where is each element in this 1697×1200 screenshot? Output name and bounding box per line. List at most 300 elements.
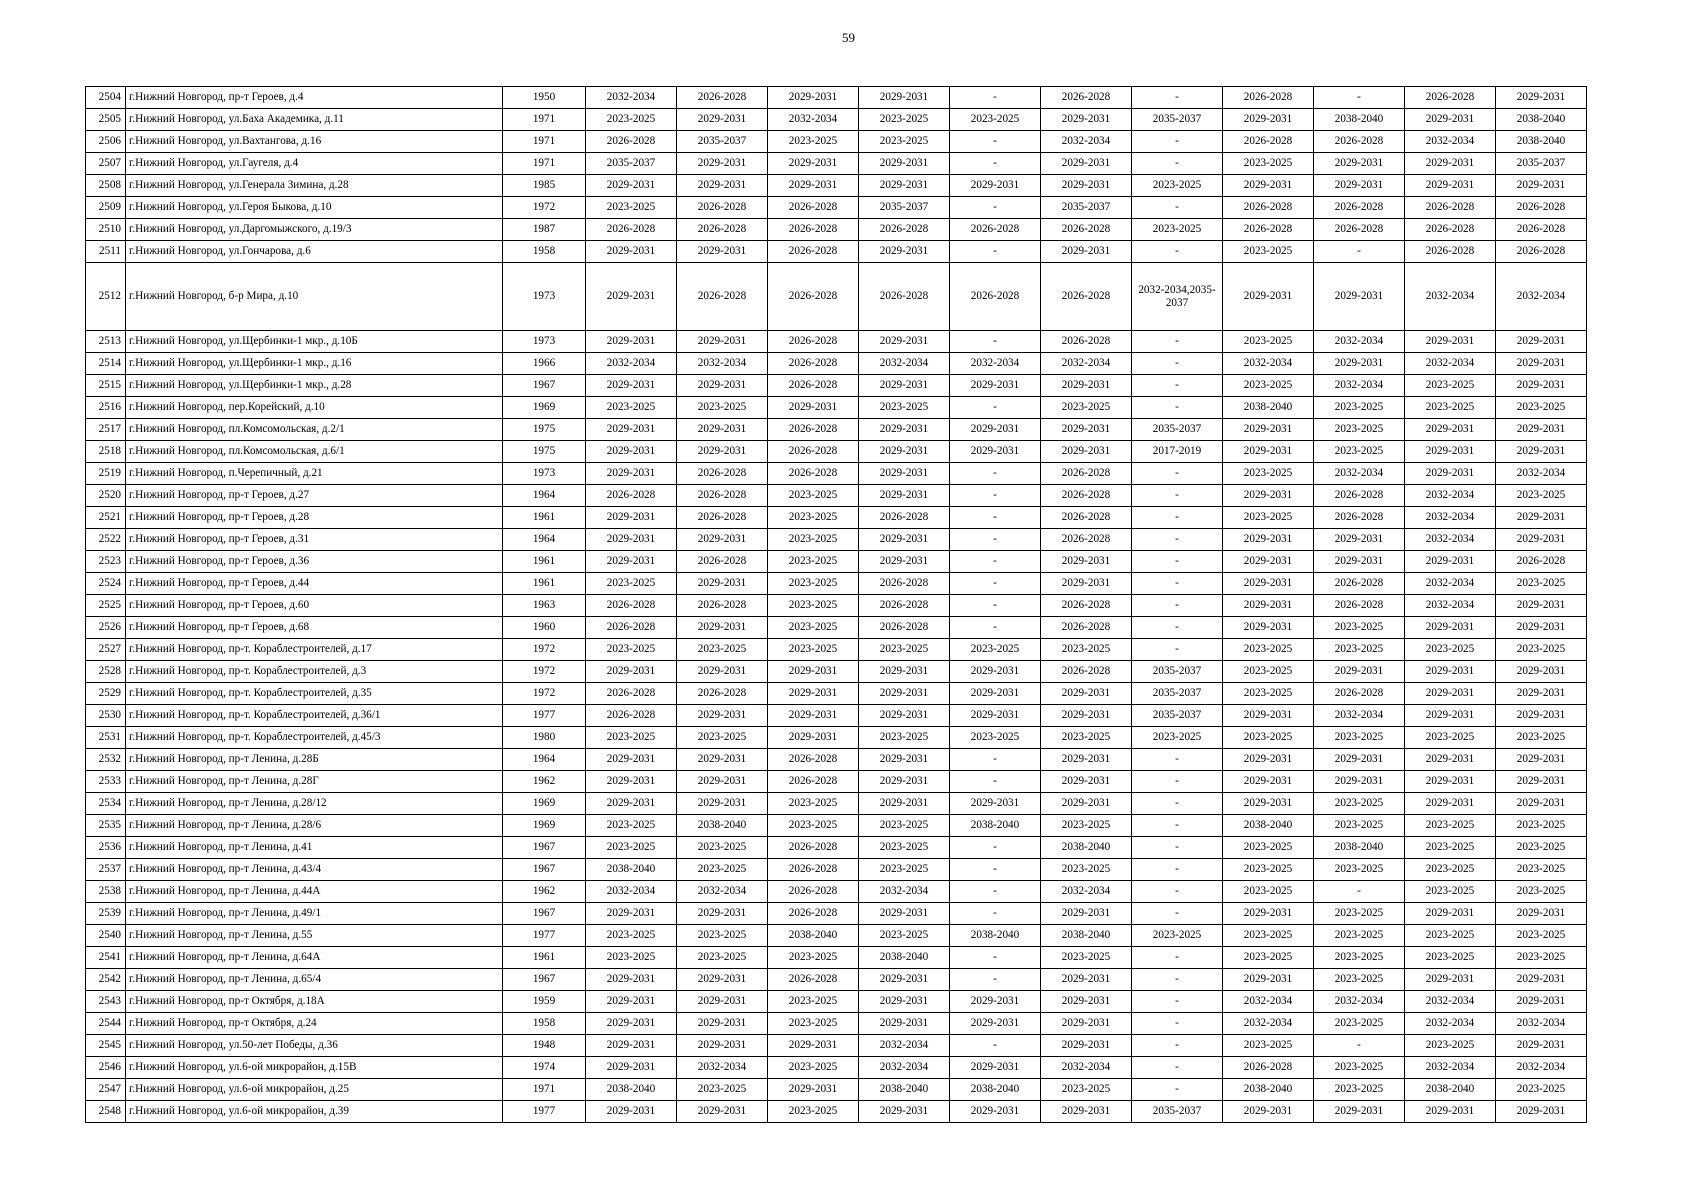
repair-period-cell: 2026-2028	[768, 771, 859, 793]
address-cell: г.Нижний Новгород, ул.Вахтангова, д.16	[126, 131, 503, 153]
repair-period-cell: 2026-2028	[1405, 219, 1496, 241]
table-row	[86, 463, 1587, 485]
repair-period-cell: 2029-2031	[1496, 529, 1587, 551]
repair-period-cell: 2029-2031	[768, 661, 859, 683]
build-year-cell: 1975	[503, 419, 586, 441]
repair-period-cell: 2023-2025	[677, 925, 768, 947]
repair-period-cell: 2023-2025	[1041, 859, 1132, 881]
repair-period-cell: 2029-2031	[1223, 529, 1314, 551]
repair-period-cell: 2023-2025	[677, 397, 768, 419]
repair-period-cell: 2026-2028	[586, 705, 677, 727]
row-number-cell: 2535	[86, 815, 126, 837]
repair-period-cell: 2026-2028	[768, 969, 859, 991]
address-cell: г.Нижний Новгород, пр-т Ленина, д.28/6	[126, 815, 503, 837]
row-number-cell: 2506	[86, 131, 126, 153]
repair-period-cell: 2026-2028	[768, 263, 859, 331]
repair-period-cell: 2023-2025	[768, 551, 859, 573]
repair-period-cell: 2029-2031	[677, 969, 768, 991]
repair-period-cell: -	[950, 131, 1041, 153]
repair-period-cell: 2029-2031	[1405, 683, 1496, 705]
repair-period-cell: -	[1132, 947, 1223, 969]
repair-period-cell: 2023-2025	[1314, 1057, 1405, 1079]
repair-period-cell: 2032-2034	[1496, 1057, 1587, 1079]
repair-period-cell: 2023-2025	[1405, 925, 1496, 947]
repair-period-cell: 2038-2040	[1405, 1079, 1496, 1101]
repair-period-cell: 2029-2031	[1223, 175, 1314, 197]
repair-period-cell: 2026-2028	[586, 131, 677, 153]
repair-period-cell: 2026-2028	[1041, 529, 1132, 551]
table-row	[86, 551, 1587, 573]
repair-period-cell: 2029-2031	[677, 109, 768, 131]
repair-period-cell: 2023-2025	[586, 925, 677, 947]
repair-period-cell: 2026-2028	[677, 595, 768, 617]
build-year-cell: 1961	[503, 573, 586, 595]
repair-period-cell: 2032-2034	[1405, 507, 1496, 529]
table-row	[86, 1035, 1587, 1057]
repair-period-cell: 2032-2034	[859, 1035, 950, 1057]
repair-period-cell: 2023-2025	[586, 727, 677, 749]
repair-period-cell: 2023-2025	[1314, 419, 1405, 441]
repair-period-cell: 2023-2025	[1223, 727, 1314, 749]
row-number-cell: 2522	[86, 529, 126, 551]
repair-period-cell: 2023-2025	[1223, 661, 1314, 683]
repair-period-cell: 2029-2031	[859, 903, 950, 925]
row-number-cell: 2528	[86, 661, 126, 683]
repair-period-cell: 2026-2028	[1314, 595, 1405, 617]
address-cell: г.Нижний Новгород, ул.Героя Быкова, д.10	[126, 197, 503, 219]
repair-period-cell: 2023-2025	[1314, 947, 1405, 969]
repair-period-cell: 2023-2025	[859, 639, 950, 661]
repair-period-cell: 2032-2034	[586, 353, 677, 375]
repair-period-cell: 2029-2031	[586, 263, 677, 331]
repair-period-cell: 2026-2028	[768, 219, 859, 241]
repair-period-cell: 2029-2031	[1041, 573, 1132, 595]
repair-period-cell: 2023-2025	[1496, 947, 1587, 969]
repair-period-cell: 2032-2034	[1223, 991, 1314, 1013]
repair-period-cell: -	[950, 153, 1041, 175]
repair-period-cell: 2029-2031	[1405, 617, 1496, 639]
repair-period-cell: -	[1132, 485, 1223, 507]
address-cell: г.Нижний Новгород, ул.Гаугеля, д.4	[126, 153, 503, 175]
row-number-cell: 2531	[86, 727, 126, 749]
row-number-cell: 2532	[86, 749, 126, 771]
repair-period-cell: 2026-2028	[950, 263, 1041, 331]
row-number-cell: 2523	[86, 551, 126, 573]
repair-period-cell: -	[1132, 507, 1223, 529]
repair-period-cell: 2023-2025	[950, 639, 1041, 661]
repair-period-cell: 2032-2034	[1405, 529, 1496, 551]
repair-period-cell: 2032-2034	[1405, 131, 1496, 153]
row-number-cell: 2536	[86, 837, 126, 859]
repair-period-cell: 2029-2031	[1496, 1101, 1587, 1123]
row-number-cell: 2529	[86, 683, 126, 705]
repair-period-cell: 2023-2025	[1496, 837, 1587, 859]
repair-period-cell: 2029-2031	[1496, 969, 1587, 991]
repair-period-cell: 2035-2037	[1132, 705, 1223, 727]
table-row	[86, 617, 1587, 639]
repair-period-cell: 2023-2025	[1314, 859, 1405, 881]
table-row	[86, 947, 1587, 969]
repair-period-cell: -	[1314, 87, 1405, 109]
repair-period-cell: 2023-2025	[1132, 727, 1223, 749]
repair-period-cell: 2038-2040	[950, 815, 1041, 837]
repair-period-cell: 2029-2031	[859, 771, 950, 793]
repair-period-cell: 2029-2031	[677, 991, 768, 1013]
repair-period-cell: 2026-2028	[677, 683, 768, 705]
repair-period-cell: -	[1132, 397, 1223, 419]
repair-period-cell: 2026-2028	[1314, 573, 1405, 595]
repair-period-cell: 2035-2037	[1132, 1101, 1223, 1123]
repair-period-cell: 2029-2031	[1496, 705, 1587, 727]
repair-period-cell: 2035-2037	[1132, 683, 1223, 705]
repair-period-cell: 2023-2025	[586, 109, 677, 131]
table-row	[86, 353, 1587, 375]
table-row	[86, 991, 1587, 1013]
repair-period-cell: 2029-2031	[768, 1035, 859, 1057]
repair-period-cell: 2029-2031	[1223, 419, 1314, 441]
table-row	[86, 397, 1587, 419]
build-year-cell: 1975	[503, 441, 586, 463]
repair-period-cell: 2029-2031	[950, 419, 1041, 441]
repair-period-cell: 2023-2025	[1314, 793, 1405, 815]
repair-period-cell: 2038-2040	[1496, 109, 1587, 131]
repair-period-cell: -	[950, 529, 1041, 551]
repair-period-cell: 2023-2025	[1223, 241, 1314, 263]
repair-period-cell: 2029-2031	[586, 771, 677, 793]
repair-period-cell: 2026-2028	[1041, 485, 1132, 507]
repair-period-cell: 2023-2025	[1223, 947, 1314, 969]
repair-period-cell: 2029-2031	[1041, 749, 1132, 771]
repair-period-cell: 2026-2028	[1496, 241, 1587, 263]
repair-period-cell: 2023-2025	[768, 815, 859, 837]
repair-period-cell: 2029-2031	[586, 749, 677, 771]
repair-period-cell: 2023-2025	[950, 727, 1041, 749]
repair-period-cell: 2023-2025	[768, 639, 859, 661]
repair-period-cell: 2029-2031	[1314, 175, 1405, 197]
repair-period-cell: 2029-2031	[1223, 595, 1314, 617]
repair-period-cell: 2032-2034	[677, 881, 768, 903]
table-row	[86, 639, 1587, 661]
repair-period-cell: 2023-2025	[1314, 727, 1405, 749]
repair-period-cell: 2026-2028	[1223, 131, 1314, 153]
repair-period-cell: 2026-2028	[1314, 507, 1405, 529]
repair-period-cell: 2032-2034	[677, 1057, 768, 1079]
repair-period-cell: 2029-2031	[1041, 1101, 1132, 1123]
repair-period-cell: 2026-2028	[768, 375, 859, 397]
repair-period-cell: 2029-2031	[950, 441, 1041, 463]
build-year-cell: 1972	[503, 639, 586, 661]
repair-period-cell: 2029-2031	[1314, 661, 1405, 683]
repair-period-cell: 2029-2031	[768, 1079, 859, 1101]
table-row	[86, 881, 1587, 903]
build-year-cell: 1973	[503, 331, 586, 353]
repair-period-cell: -	[950, 463, 1041, 485]
repair-period-cell: 2029-2031	[677, 419, 768, 441]
repair-period-cell: 2032-2034	[586, 87, 677, 109]
repair-period-cell: 2029-2031	[1223, 109, 1314, 131]
table-row	[86, 441, 1587, 463]
repair-period-cell: 2023-2025	[1223, 463, 1314, 485]
repair-period-cell: 2029-2031	[586, 375, 677, 397]
repair-period-cell: 2032-2034	[859, 1057, 950, 1079]
repair-period-cell: 2032-2034	[1496, 1013, 1587, 1035]
build-year-cell: 1963	[503, 595, 586, 617]
table-row	[86, 925, 1587, 947]
repair-period-cell: 2029-2031	[768, 175, 859, 197]
repair-period-cell: 2032-2034	[1314, 991, 1405, 1013]
repair-period-cell: 2029-2031	[1223, 749, 1314, 771]
repair-period-cell: 2029-2031	[950, 793, 1041, 815]
repair-period-cell: 2032-2034	[1405, 991, 1496, 1013]
repair-period-cell: 2026-2028	[1314, 197, 1405, 219]
repair-period-cell: 2029-2031	[677, 573, 768, 595]
repair-period-cell: -	[950, 197, 1041, 219]
table-row	[86, 1057, 1587, 1079]
repair-period-cell: 2023-2025	[1132, 925, 1223, 947]
repair-period-cell: 2029-2031	[859, 175, 950, 197]
repair-period-cell: -	[1132, 749, 1223, 771]
repair-period-cell: 2029-2031	[1041, 419, 1132, 441]
repair-period-cell: 2038-2040	[1223, 815, 1314, 837]
table-row	[86, 241, 1587, 263]
repair-period-cell: 2038-2040	[1041, 837, 1132, 859]
repair-period-cell: 2023-2025	[859, 397, 950, 419]
row-number-cell: 2545	[86, 1035, 126, 1057]
row-number-cell: 2524	[86, 573, 126, 595]
repair-period-cell: -	[950, 749, 1041, 771]
row-number-cell: 2514	[86, 353, 126, 375]
repair-period-cell: 2032-2034	[1041, 881, 1132, 903]
address-cell: г.Нижний Новгород, ул.Генерала Зимина, д.28	[126, 175, 503, 197]
row-number-cell: 2510	[86, 219, 126, 241]
repair-period-cell: 2023-2025	[1041, 639, 1132, 661]
table-row	[86, 1101, 1587, 1123]
address-cell: г.Нижний Новгород, п.Черепичный, д.21	[126, 463, 503, 485]
repair-period-cell: 2029-2031	[1405, 749, 1496, 771]
repair-period-cell: 2029-2031	[586, 463, 677, 485]
repair-period-cell: 2029-2031	[859, 551, 950, 573]
repair-period-cell: 2029-2031	[677, 241, 768, 263]
repair-period-cell: 2029-2031	[1314, 529, 1405, 551]
repair-period-cell: 2023-2025	[768, 1013, 859, 1035]
repair-period-cell: 2029-2031	[859, 529, 950, 551]
repair-period-cell: 2023-2025	[768, 1101, 859, 1123]
repair-period-cell: 2026-2028	[1223, 1057, 1314, 1079]
repair-period-cell: 2026-2028	[1041, 661, 1132, 683]
repair-period-cell: 2026-2028	[1041, 507, 1132, 529]
repair-period-cell: 2029-2031	[1405, 463, 1496, 485]
build-year-cell: 1960	[503, 617, 586, 639]
build-year-cell: 1958	[503, 241, 586, 263]
repair-period-cell: 2029-2031	[1041, 153, 1132, 175]
repair-period-cell: 2026-2028	[768, 353, 859, 375]
repair-period-cell: 2029-2031	[1041, 903, 1132, 925]
repair-period-cell: 2029-2031	[1314, 263, 1405, 331]
repair-period-cell: 2029-2031	[1041, 241, 1132, 263]
repair-period-cell: 2023-2025	[1223, 507, 1314, 529]
repair-period-cell: 2032-2034	[1405, 353, 1496, 375]
repair-period-cell: 2026-2028	[586, 617, 677, 639]
repair-period-cell: 2032-2034	[859, 353, 950, 375]
build-year-cell: 1987	[503, 219, 586, 241]
repair-period-cell: 2029-2031	[1496, 903, 1587, 925]
repair-period-cell: 2023-2025	[859, 815, 950, 837]
repair-period-cell: 2029-2031	[1496, 87, 1587, 109]
repair-period-cell: 2029-2031	[677, 153, 768, 175]
repair-period-cell: 2029-2031	[950, 1013, 1041, 1035]
repair-period-cell: 2029-2031	[586, 1101, 677, 1123]
repair-period-cell: -	[1314, 881, 1405, 903]
repair-period-cell: 2038-2040	[859, 1079, 950, 1101]
repair-period-cell: 2029-2031	[768, 153, 859, 175]
address-cell: г.Нижний Новгород, пр-т Октября, д.18А	[126, 991, 503, 1013]
repair-period-cell: 2029-2031	[677, 705, 768, 727]
repair-period-cell: 2026-2028	[1223, 219, 1314, 241]
repair-period-cell: 2026-2028	[1041, 617, 1132, 639]
repair-period-cell: 2026-2028	[768, 881, 859, 903]
address-cell: г.Нижний Новгород, пр-т Ленина, д.55	[126, 925, 503, 947]
repair-period-cell: 2023-2025	[1405, 397, 1496, 419]
repair-period-cell: 2017-2019	[1132, 441, 1223, 463]
build-year-cell: 1977	[503, 1101, 586, 1123]
row-number-cell: 2539	[86, 903, 126, 925]
repair-period-cell: 2032-2034	[1223, 353, 1314, 375]
repair-period-cell: 2026-2028	[677, 485, 768, 507]
table-row	[86, 263, 1587, 331]
build-year-cell: 1966	[503, 353, 586, 375]
repair-period-cell: 2026-2028	[859, 507, 950, 529]
build-year-cell: 1948	[503, 1035, 586, 1057]
repair-period-cell: 2023-2025	[586, 837, 677, 859]
repair-period-cell: 2026-2028	[586, 485, 677, 507]
repair-period-cell: 2035-2037	[1132, 661, 1223, 683]
repair-period-cell: 2029-2031	[677, 661, 768, 683]
repair-period-cell: 2026-2028	[677, 551, 768, 573]
repair-period-cell: -	[1132, 881, 1223, 903]
repair-period-cell: 2029-2031	[859, 87, 950, 109]
repair-period-cell: -	[1132, 617, 1223, 639]
repair-period-cell: 2026-2028	[768, 903, 859, 925]
repair-period-cell: 2023-2025	[1223, 683, 1314, 705]
row-number-cell: 2543	[86, 991, 126, 1013]
repair-period-cell: -	[950, 397, 1041, 419]
repair-period-cell: 2029-2031	[859, 1101, 950, 1123]
repair-period-cell: 2032-2034	[1314, 331, 1405, 353]
address-cell: г.Нижний Новгород, пр-т. Кораблестроителей, д.35	[126, 683, 503, 705]
repair-period-cell: 2023-2025	[677, 947, 768, 969]
repair-period-cell: 2023-2025	[1496, 881, 1587, 903]
repair-period-cell: 2032-2034	[1041, 1057, 1132, 1079]
repair-period-cell: 2038-2040	[586, 859, 677, 881]
table-row	[86, 153, 1587, 175]
repair-period-cell: 2029-2031	[586, 661, 677, 683]
table-row	[86, 837, 1587, 859]
repair-period-cell: 2026-2028	[768, 837, 859, 859]
repair-period-cell: -	[950, 837, 1041, 859]
build-year-cell: 1961	[503, 947, 586, 969]
build-year-cell: 1974	[503, 1057, 586, 1079]
table-row	[86, 705, 1587, 727]
address-cell: г.Нижний Новгород, ул.Баха Академика, д.11	[126, 109, 503, 131]
repair-period-cell: 2023-2025	[586, 397, 677, 419]
repair-period-cell: 2023-2025	[1223, 639, 1314, 661]
repair-period-cell: 2029-2031	[1405, 175, 1496, 197]
repair-period-cell: -	[1132, 197, 1223, 219]
repair-period-cell: 2026-2028	[677, 507, 768, 529]
repair-period-cell: 2026-2028	[768, 749, 859, 771]
repair-period-cell: 2023-2025	[1314, 617, 1405, 639]
repair-period-cell: 2023-2025	[768, 485, 859, 507]
repair-period-cell: 2029-2031	[586, 441, 677, 463]
repair-period-cell: 2029-2031	[677, 1013, 768, 1035]
repair-period-cell: 2029-2031	[586, 991, 677, 1013]
address-cell: г.Нижний Новгород, пр-т Октября, д.24	[126, 1013, 503, 1035]
repair-period-cell: 2029-2031	[1496, 683, 1587, 705]
repair-period-cell: -	[1132, 815, 1223, 837]
repair-period-cell: 2029-2031	[950, 661, 1041, 683]
repair-period-cell: 2029-2031	[1496, 375, 1587, 397]
table-row	[86, 1079, 1587, 1101]
table-row	[86, 727, 1587, 749]
repair-period-cell: 2029-2031	[1041, 551, 1132, 573]
repair-period-cell: 2032-2034	[1041, 131, 1132, 153]
repair-period-cell: -	[1314, 1035, 1405, 1057]
address-cell: г.Нижний Новгород, пр-т Героев, д.68	[126, 617, 503, 639]
repair-period-cell: -	[1132, 903, 1223, 925]
address-cell: г.Нижний Новгород, пр-т Ленина, д.44А	[126, 881, 503, 903]
repair-period-cell: 2038-2040	[859, 947, 950, 969]
repair-period-cell: 2029-2031	[1223, 263, 1314, 331]
repair-period-cell: 2038-2040	[950, 1079, 1041, 1101]
repair-period-cell: 2029-2031	[1405, 771, 1496, 793]
repair-period-cell: 2032-2034	[1223, 1013, 1314, 1035]
repair-period-cell: 2029-2031	[1405, 109, 1496, 131]
page-number: 59	[842, 30, 855, 45]
table-row	[86, 419, 1587, 441]
address-cell: г.Нижний Новгород, пр-т Ленина, д.28Г	[126, 771, 503, 793]
repair-period-cell: 2026-2028	[768, 463, 859, 485]
repair-period-cell: 2029-2031	[1041, 175, 1132, 197]
repair-period-cell: 2026-2028	[1223, 197, 1314, 219]
repair-period-cell: 2023-2025	[768, 529, 859, 551]
row-number-cell: 2527	[86, 639, 126, 661]
repair-period-cell: -	[950, 241, 1041, 263]
row-number-cell: 2548	[86, 1101, 126, 1123]
repair-period-cell: 2026-2028	[586, 595, 677, 617]
address-cell: г.Нижний Новгород, пр-т Героев, д.4	[126, 87, 503, 109]
row-number-cell: 2540	[86, 925, 126, 947]
repair-period-cell: -	[950, 969, 1041, 991]
repair-period-cell: 2023-2025	[677, 639, 768, 661]
repair-period-cell: 2029-2031	[859, 153, 950, 175]
repair-period-cell: 2023-2025	[1314, 639, 1405, 661]
repair-period-cell: -	[1132, 1013, 1223, 1035]
repair-period-cell: 2023-2025	[1223, 153, 1314, 175]
repair-period-cell: 2023-2025	[1041, 727, 1132, 749]
repair-period-cell: 2032-2034	[1405, 485, 1496, 507]
repair-period-cell: 2029-2031	[859, 969, 950, 991]
address-cell: г.Нижний Новгород, пр-т. Кораблестроителей, д.36/1	[126, 705, 503, 727]
repair-period-cell: 2026-2028	[1041, 87, 1132, 109]
row-number-cell: 2518	[86, 441, 126, 463]
repair-period-cell: 2026-2028	[1041, 331, 1132, 353]
repair-period-cell: 2029-2031	[1223, 771, 1314, 793]
repair-period-cell: 2023-2025	[768, 617, 859, 639]
row-number-cell: 2537	[86, 859, 126, 881]
repair-period-cell: 2023-2025	[1223, 925, 1314, 947]
repair-period-cell: 2029-2031	[859, 749, 950, 771]
repair-period-cell: -	[950, 595, 1041, 617]
